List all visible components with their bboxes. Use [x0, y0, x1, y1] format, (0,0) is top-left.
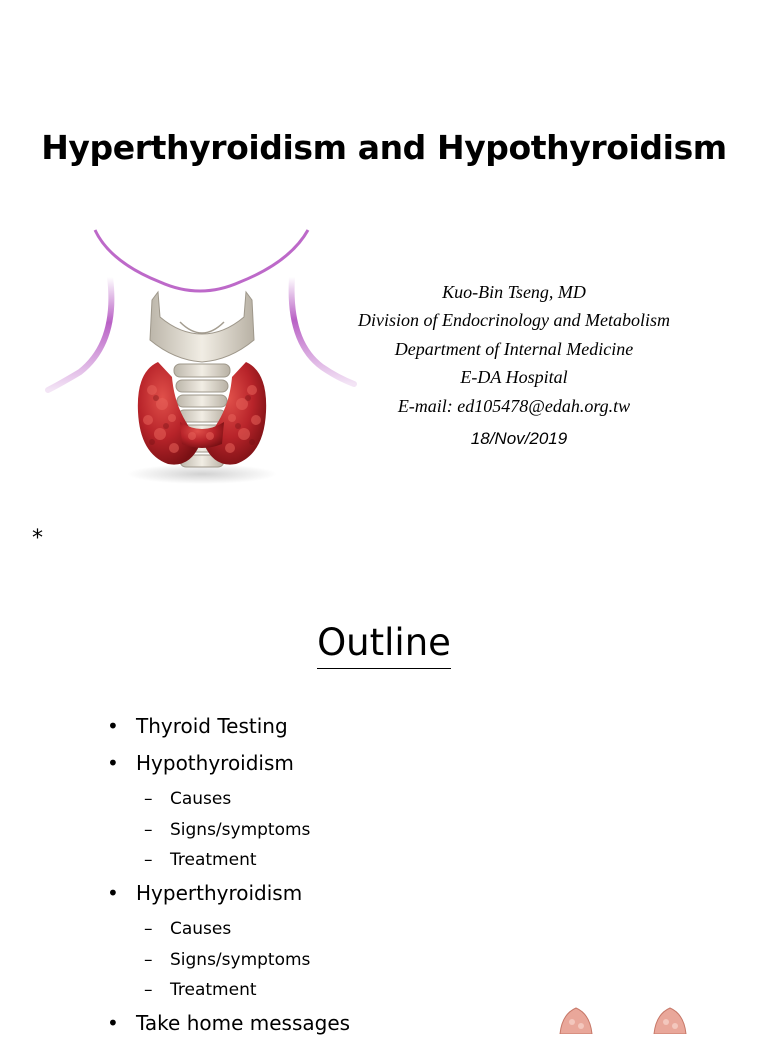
author-hospital: E-DA Hospital: [460, 367, 568, 388]
outline-subitem: [104, 914, 664, 945]
outline-item-label: Hyperthyroidism: [136, 881, 303, 905]
outline-item: [104, 710, 664, 747]
bullet-glyph: •: [107, 1011, 119, 1035]
outline-item: [104, 747, 664, 784]
author-name: Kuo-Bin Tseng, MD: [442, 282, 586, 302]
outline-subitem-label: Causes: [170, 919, 232, 939]
thyroid-gland-illustration: [40, 222, 362, 490]
outline-subitem: [104, 975, 664, 1007]
author-email: E-mail: ed105478@edah.org.tw: [397, 395, 631, 416]
outline-subitem-label: Causes: [170, 789, 232, 809]
outline-item: [104, 877, 664, 914]
author-department: Department of Internal Medicine: [394, 338, 634, 359]
outline-list: [104, 710, 664, 1044]
footnote-mark: *: [32, 526, 43, 551]
outline-subitem-label: Signs/symptoms: [170, 949, 311, 970]
slide-title: Hyperthyroidism and Hypothyroidism: [41, 128, 727, 167]
dash-glyph: –: [144, 949, 153, 970]
outline-subitem-label: Treatment: [170, 850, 257, 870]
outline-subitem: [104, 784, 664, 815]
outline-subitem-label: Treatment: [170, 980, 257, 1000]
outline-item-label: Hypothyroidism: [136, 751, 294, 775]
bullet-glyph: •: [107, 751, 119, 775]
dash-glyph: –: [144, 980, 153, 1000]
outline-title-wrap: [0, 621, 768, 669]
outline-subitem-label: Signs/symptoms: [170, 819, 311, 840]
author-division: Division of Endocrinology and Metabolism: [358, 310, 670, 331]
presentation-date: 18/Nov/2019: [470, 429, 568, 448]
bullet-glyph: •: [107, 714, 119, 738]
outline-subitem: [104, 845, 664, 877]
outline-title: Outline: [317, 621, 451, 669]
outline-item-label: Take home messages: [136, 1011, 351, 1035]
author-info: [324, 278, 704, 420]
dash-glyph: –: [144, 919, 153, 939]
bullet-glyph: •: [107, 881, 119, 905]
dash-glyph: –: [144, 850, 153, 870]
dash-glyph: –: [144, 789, 153, 809]
outline-subitem: [104, 815, 664, 846]
outline-item-label: Thyroid Testing: [136, 714, 288, 738]
dash-glyph: –: [144, 819, 153, 840]
thyroid-corner-illustration: [548, 1004, 698, 1034]
outline-slide: [0, 576, 768, 1035]
outline-subitem: [104, 945, 664, 976]
